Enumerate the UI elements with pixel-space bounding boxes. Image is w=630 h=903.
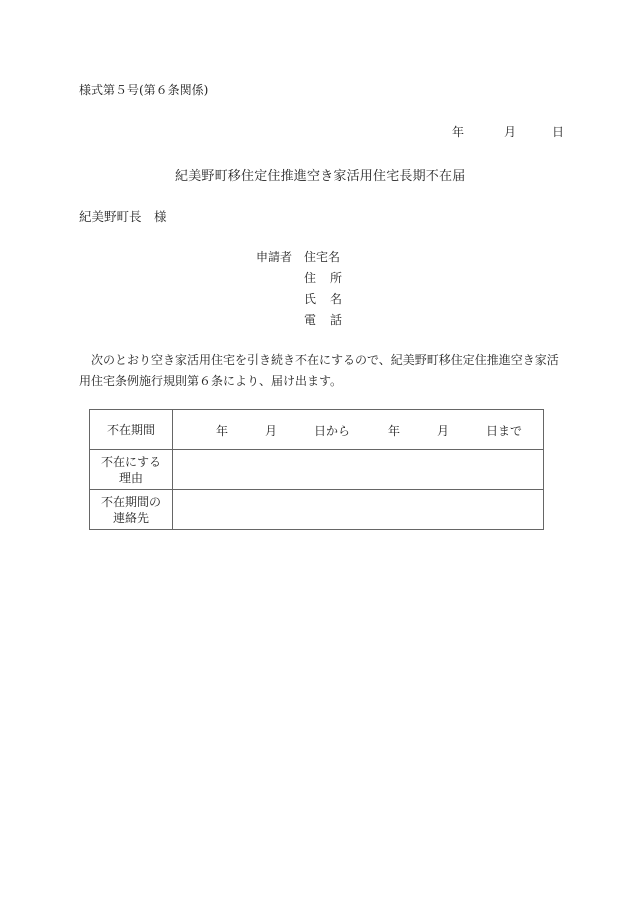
contact-label-line1: 不在期間の [100,494,161,509]
from-month-label: 月 [265,424,278,438]
to-month-label: 月 [437,424,450,438]
absence-period-cell[interactable] [173,410,544,450]
applicant-label: 申請者 [256,250,293,264]
address-char-2: 所 [329,271,342,285]
table-row-absence-period [90,410,544,450]
date-month-label: 月 [504,125,517,139]
contact-label-line2: 連絡先 [112,510,149,525]
house-name-label [304,248,342,265]
absence-table [89,409,544,530]
reason-label-line1: 不在にする [100,454,161,469]
table-row-reason [90,450,544,490]
contact-value-cell[interactable] [173,490,544,530]
phone-char-1: 電 [304,313,317,327]
absence-period-label: 不在期間 [90,410,173,450]
from-year-label: 年 [216,424,229,438]
from-day-label: 日から [314,424,351,438]
to-day-label: 日まで [486,424,523,438]
phone-char-2: 話 [329,313,342,327]
reason-label-line2: 理由 [118,470,143,485]
reason-value-cell[interactable] [173,450,544,490]
name-label [304,290,342,307]
to-year-label: 年 [388,424,401,438]
contact-label [90,490,173,530]
body-paragraph: 次のとおり空き家活用住宅を引き続き不在にするので、紀美野町移住定住推進空き家活用住宅条例施行規則第６条により、届け出ます。 [79,353,559,388]
date-day-label: 日 [552,125,565,139]
body-text [79,350,565,392]
phone-label [304,311,342,328]
name-char-2: 名 [329,292,342,306]
name-char-1: 氏 [304,292,317,306]
table-row-contact [90,490,544,530]
address-char-1: 住 [304,271,317,285]
date-year-label: 年 [452,125,465,139]
addressee: 紀美野町長 様 [79,209,167,224]
address-label [304,269,342,286]
form-number: 様式第５号(第６条関係) [79,83,209,97]
house-name-text: 住宅名 [304,250,341,264]
reason-label [90,450,173,490]
absence-period-fields [173,410,543,449]
date-line [452,123,564,139]
document-title: 紀美野町移住定住推進空き家活用住宅長期不在届 [175,169,466,184]
